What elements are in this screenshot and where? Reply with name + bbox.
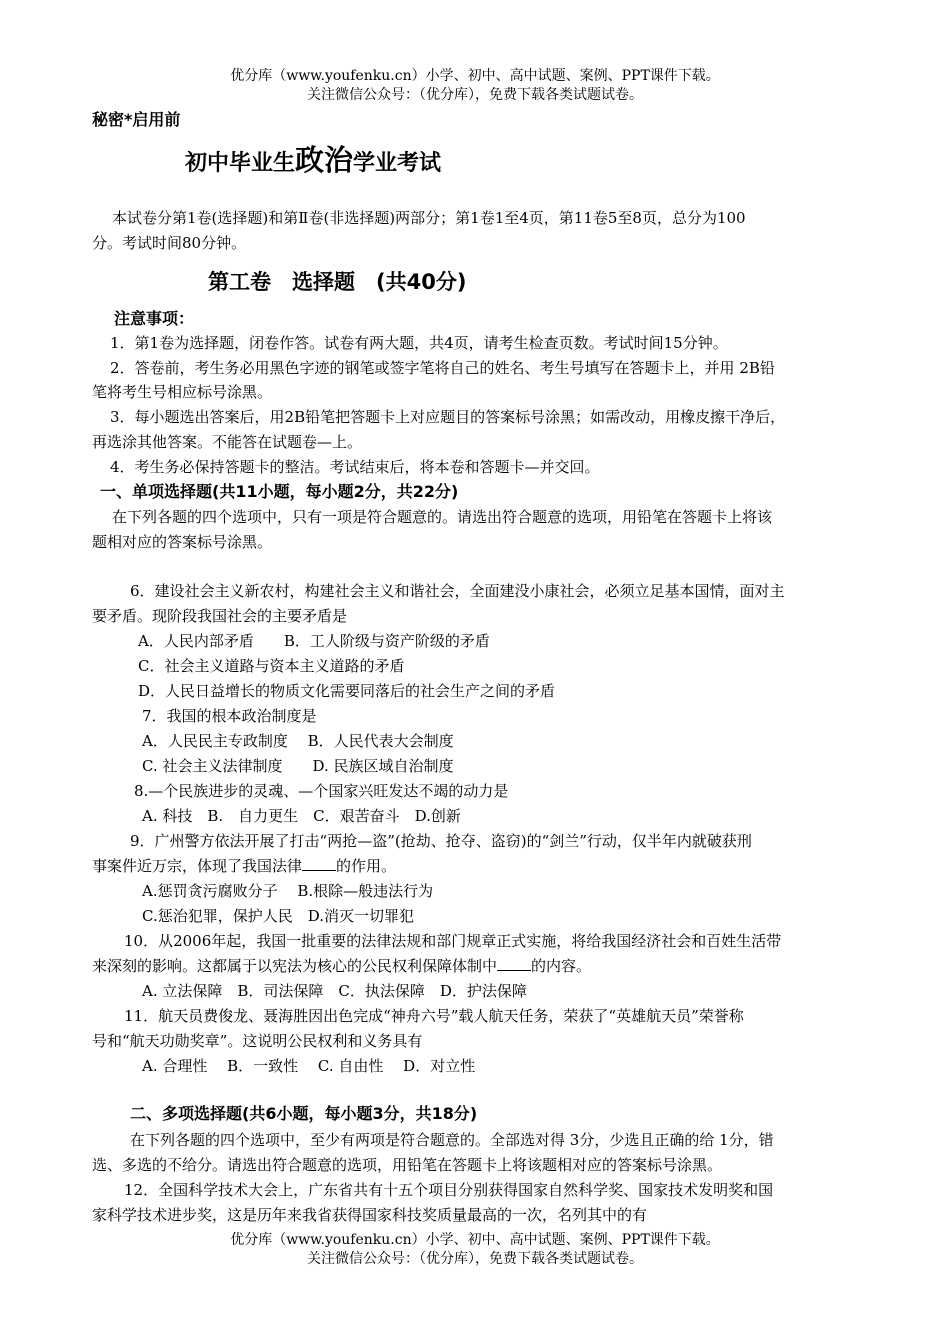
section2-heading: 二、多项选择题(共6小题，每小题3分，共18分) bbox=[130, 1104, 478, 1123]
title-subject: 政治 bbox=[295, 143, 354, 177]
q7-option-cd: C. 社会主义法律制度 D. 民族区域自治制度 bbox=[142, 757, 454, 775]
q6-option-d: D．人民日益增长的物质文化需要同落后的社会生产之间的矛盾 bbox=[138, 682, 556, 700]
q12-line-1: 12．全国科学技术大会上，广东省共有十五个项目分别获得国家自然科学奖、国家技术发明奖和国 bbox=[124, 1181, 774, 1199]
section1-heading: 一、单项选择题(共11小题，每小题2分，共22分) bbox=[100, 482, 459, 501]
q12-line-2: 家科学技术进步奖，这是历年来我省获得国家科技奖质量最高的一次，名列其中的有 bbox=[92, 1206, 648, 1224]
intro-line-2: 分。考试时间80分钟。 bbox=[92, 234, 247, 252]
page-title bbox=[185, 142, 441, 182]
notice-line-6: 4．考生务必保持答题卡的整洁。考试结束后，将本卷和答题卡—并交回。 bbox=[110, 458, 600, 476]
q7-stem: 7．我国的根本政治制度是 bbox=[142, 707, 317, 725]
page-footer-line1: 优分库（www.youfenku.cn）小学、初中、高中试题、案例、PPT课件下载。 bbox=[230, 1232, 720, 1248]
title-prefix: 初中毕业生 bbox=[185, 151, 296, 176]
q10-line-2 bbox=[92, 956, 591, 976]
q10-line-1: 10．从2006年起，我国一批重要的法律法规和部门规章正式实施，将给我国经济社会和百姓生活带 bbox=[124, 932, 782, 950]
q10-blank bbox=[497, 956, 531, 971]
title-suffix: 学业考试 bbox=[353, 151, 442, 176]
notice-line-1: 1．第1卷为选择题，闭卷作答。试卷有两大题，共4页，请考生检查页数。考试时间15分钟。 bbox=[110, 334, 728, 352]
q9-line-2 bbox=[92, 856, 396, 876]
q6-line-2: 要矛盾。现阶段我国社会的主要矛盾是 bbox=[92, 607, 348, 625]
q9-line-2-before: 事案件近万宗，体现了我国法律 bbox=[92, 857, 303, 875]
q8-options: A. 科技 B. 自力更生 C．艰苦奋斗 D.创新 bbox=[142, 807, 461, 825]
q10-options: A. 立法保障 B．司法保障 C．执法保障 D．护法保障 bbox=[142, 982, 527, 1000]
notice-line-5: 再选涂其他答案。不能答在试题卷—上。 bbox=[92, 433, 363, 451]
page-footer-line2: 关注微信公众号：（优分库），免费下载各类试题试卷。 bbox=[307, 1251, 643, 1267]
q11-options: A. 合理性 B．一致性 C. 自由性 D．对立性 bbox=[142, 1057, 476, 1075]
page-header-line2: 关注微信公众号：（优分库），免费下载各类试题试卷。 bbox=[307, 87, 643, 103]
volume-title: 第工卷 选择题 (共40分) bbox=[208, 270, 467, 294]
intro-line-1: 本试卷分第1卷(选择题)和第Ⅱ卷(非选择题)两部分；第1卷1至4页，第11卷5至8页，总分为100 bbox=[112, 209, 746, 227]
q10-line-2-before: 来深刻的影响。这都属于以宪法为核心的公民权利保障体制中 bbox=[92, 957, 498, 975]
notice-heading: 注意事项： bbox=[114, 309, 195, 328]
notice-line-2: 2．答卷前，考生务必用黑色字迹的钢笔或签字笔将自己的姓名、考生号填写在答题卡上，并用 2B铅 bbox=[110, 359, 775, 377]
notice-line-3: 笔将考生号相应标号涂黑。 bbox=[92, 383, 273, 401]
q9-line-1: 9．广州警方依法开展了打击“两抢—盗”(抢劫、抢夺、盗窃)的“剑兰”行动，仅半年内就破获刑 bbox=[130, 832, 752, 850]
q11-line-2: 号和“航天功勋奖章”。这说明公民权利和义务具有 bbox=[92, 1032, 423, 1050]
q9-option-ab: A.惩罚贪污腐败分子 B.根除—般违法行为 bbox=[142, 882, 434, 900]
notice-line-4: 3．每小题选出答案后，用2B铅笔把答题卡上对应题目的答案标号涂黑；如需改动，用橡皮擦干净后， bbox=[110, 408, 786, 426]
q9-line-2-after: 的作用。 bbox=[336, 857, 397, 875]
q6-line-1: 6．建设社会主义新农村，构建社会主义和谐社会，全面建没小康社会，必须立足基本国情，面对主 bbox=[130, 582, 785, 600]
page-header-line1: 优分库（www.youfenku.cn）小学、初中、高中试题、案例、PPT课件下载。 bbox=[230, 68, 720, 84]
q6-option-c: C．社会主义道路与资本主义道路的矛盾 bbox=[138, 657, 405, 675]
q8-stem: 8.—个民族进步的灵魂、—个国家兴旺发达不竭的动力是 bbox=[134, 782, 509, 800]
q11-line-1: 11．航天员费俊龙、聂海胜因出色完成“神舟六号”载人航天任务，荣获了“英雄航天员”荣誉称 bbox=[124, 1007, 744, 1025]
section1-instructions-1: 在下列各题的四个选项中，只有一项是符合题意的。请选出符合题意的选项，用铅笔在答题卡上将该 bbox=[112, 508, 773, 526]
q6-option-ab: A．人民内部矛盾 B．工人阶级与资产阶级的矛盾 bbox=[138, 632, 490, 650]
section2-instructions-2: 选、多选的不给分。请选出符合题意的选项，用铅笔在答题卡上将该题相对应的答案标号涂黑。 bbox=[92, 1156, 723, 1174]
q9-blank bbox=[302, 856, 336, 871]
q10-line-2-after: 的内容。 bbox=[531, 957, 592, 975]
section2-instructions-1: 在下列各题的四个选项中，至少有两项是符合题意的。全部选对得 3分，少选且正确的给 1分，错 bbox=[130, 1131, 774, 1149]
q9-option-cd: C.惩治犯罪，保护人民 D.消灭一切罪犯 bbox=[142, 907, 414, 925]
q7-option-ab: A．人民民主专政制度 B．人民代表大会制度 bbox=[142, 732, 454, 750]
secret-label: 秘密*启用前 bbox=[92, 110, 181, 129]
section1-instructions-2: 题相对应的答案标号涂黑。 bbox=[92, 533, 273, 551]
